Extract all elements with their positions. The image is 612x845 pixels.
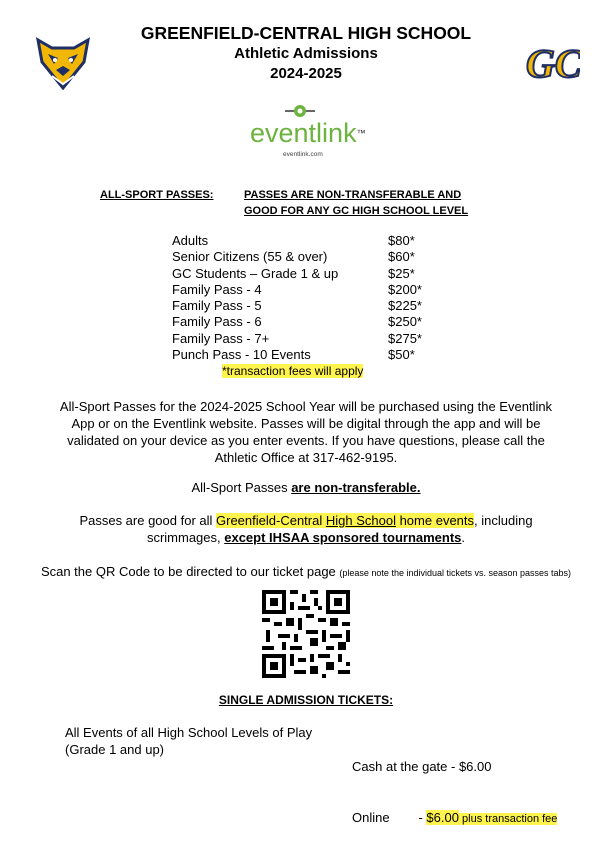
price-value: $275* (388, 330, 422, 346)
price-value: $225* (388, 298, 422, 314)
highlight-high-school: High School (325, 513, 396, 528)
school-year: 2024-2025 (270, 65, 342, 82)
eventlink-url: eventlink.com (283, 151, 323, 158)
single-left-line2: (Grade 1 and up) (65, 742, 165, 757)
price-row (172, 233, 432, 249)
page-subtitle: Athletic Admissions (234, 45, 378, 62)
good-for-line2 (0, 529, 612, 546)
single-left (65, 724, 312, 758)
transfer-note-line2: GOOD FOR ANY GC HIGH SCHOOL LEVEL (244, 205, 469, 217)
single-online-fee: plus transaction fee (458, 813, 558, 825)
price-label: Family Pass - 6 (172, 314, 262, 330)
price-value: $60* (388, 249, 415, 265)
price-value: $80* (388, 233, 415, 248)
fee-note-wrap (222, 364, 363, 379)
single-right (352, 724, 557, 845)
highlight-greenfield-central: Greenfield-Central (216, 513, 323, 528)
single-cash-price: Cash at the gate - $6.00 (352, 759, 492, 774)
price-row (172, 314, 432, 330)
highlight-home-events: home events (395, 513, 475, 528)
price-value: $25* (388, 265, 415, 281)
eventlink-wordmark: eventlink (250, 118, 357, 148)
gc-logo-icon (524, 35, 580, 89)
price-row (172, 249, 432, 265)
school-name: GREENFIELD-CENTRAL HIGH SCHOOL (140, 23, 472, 43)
price-row (172, 266, 432, 282)
transfer-note-line1: PASSES ARE NON-TRANSFERABLE AND (244, 189, 462, 201)
good-for-text: , including (474, 513, 533, 528)
eventlink-mark-icon (285, 103, 315, 119)
single-left-line1: All Events of all High School Levels of Play (65, 725, 313, 740)
price-label: Family Pass - 7+ (172, 330, 270, 346)
price-label: Family Pass - 4 (172, 281, 262, 297)
qr-instruction (0, 563, 612, 582)
single-online-line (352, 809, 557, 828)
except-tournaments: except IHSAA sponsored tournaments (224, 530, 462, 545)
price-value: $250* (388, 314, 422, 330)
nontransfer-prefix: All-Sport Passes (191, 480, 292, 495)
single-online-label: Online - (352, 810, 427, 825)
single-online-price: $6.00 (426, 810, 459, 825)
info-line: validated on your device as you enter events. If you have questions, please call the (67, 433, 545, 448)
all-sport-heading: ALL-SPORT PASSES: (100, 189, 214, 201)
price-label: GC Students – Grade 1 & up (172, 265, 339, 281)
fee-note: *transaction fees will apply (222, 364, 364, 378)
info-line: All-Sport Passes for the 2024-2025 School Year will be purchased using the Eventlink (59, 399, 553, 414)
gc-logo-text: GC (526, 41, 580, 86)
price-value: $50* (388, 347, 415, 363)
price-row (172, 298, 432, 314)
info-paragraph (0, 398, 612, 466)
price-row (172, 282, 432, 298)
good-for-text: . (461, 530, 466, 545)
price-row (172, 347, 432, 363)
nontransfer-emphasis: are non-transferable. (291, 480, 421, 495)
trademark-symbol: ™ (356, 128, 366, 138)
info-line: App or on the Eventlink website. Passes will be digital through the app and will be (71, 416, 541, 431)
good-for-paragraph (0, 512, 612, 546)
qr-instruction-note: (please note the individual tickets vs. season passes tabs) (339, 568, 572, 578)
nontransfer-line (0, 479, 612, 496)
price-label: Adults (172, 233, 209, 248)
panther-logo-icon (34, 36, 92, 90)
single-admission-heading: SINGLE ADMISSION TICKETS: (218, 693, 394, 707)
price-row (172, 331, 432, 347)
price-table (172, 233, 432, 363)
good-for-text: scrimmages, (146, 530, 225, 545)
price-label: Family Pass - 5 (172, 298, 262, 314)
price-label: Punch Pass - 10 Events (172, 347, 311, 363)
info-line: Athletic Office at 317-462-9195. (214, 450, 398, 465)
good-for-text: Passes are good for all (79, 513, 217, 528)
good-for-line1 (0, 512, 612, 529)
qr-code-icon[interactable] (262, 590, 350, 678)
qr-instruction-main: Scan the QR Code to be directed to our ticket page (40, 564, 340, 579)
price-label: Senior Citizens (55 & over) (172, 249, 328, 265)
price-value: $200* (388, 281, 422, 297)
eventlink-logo (250, 118, 370, 148)
